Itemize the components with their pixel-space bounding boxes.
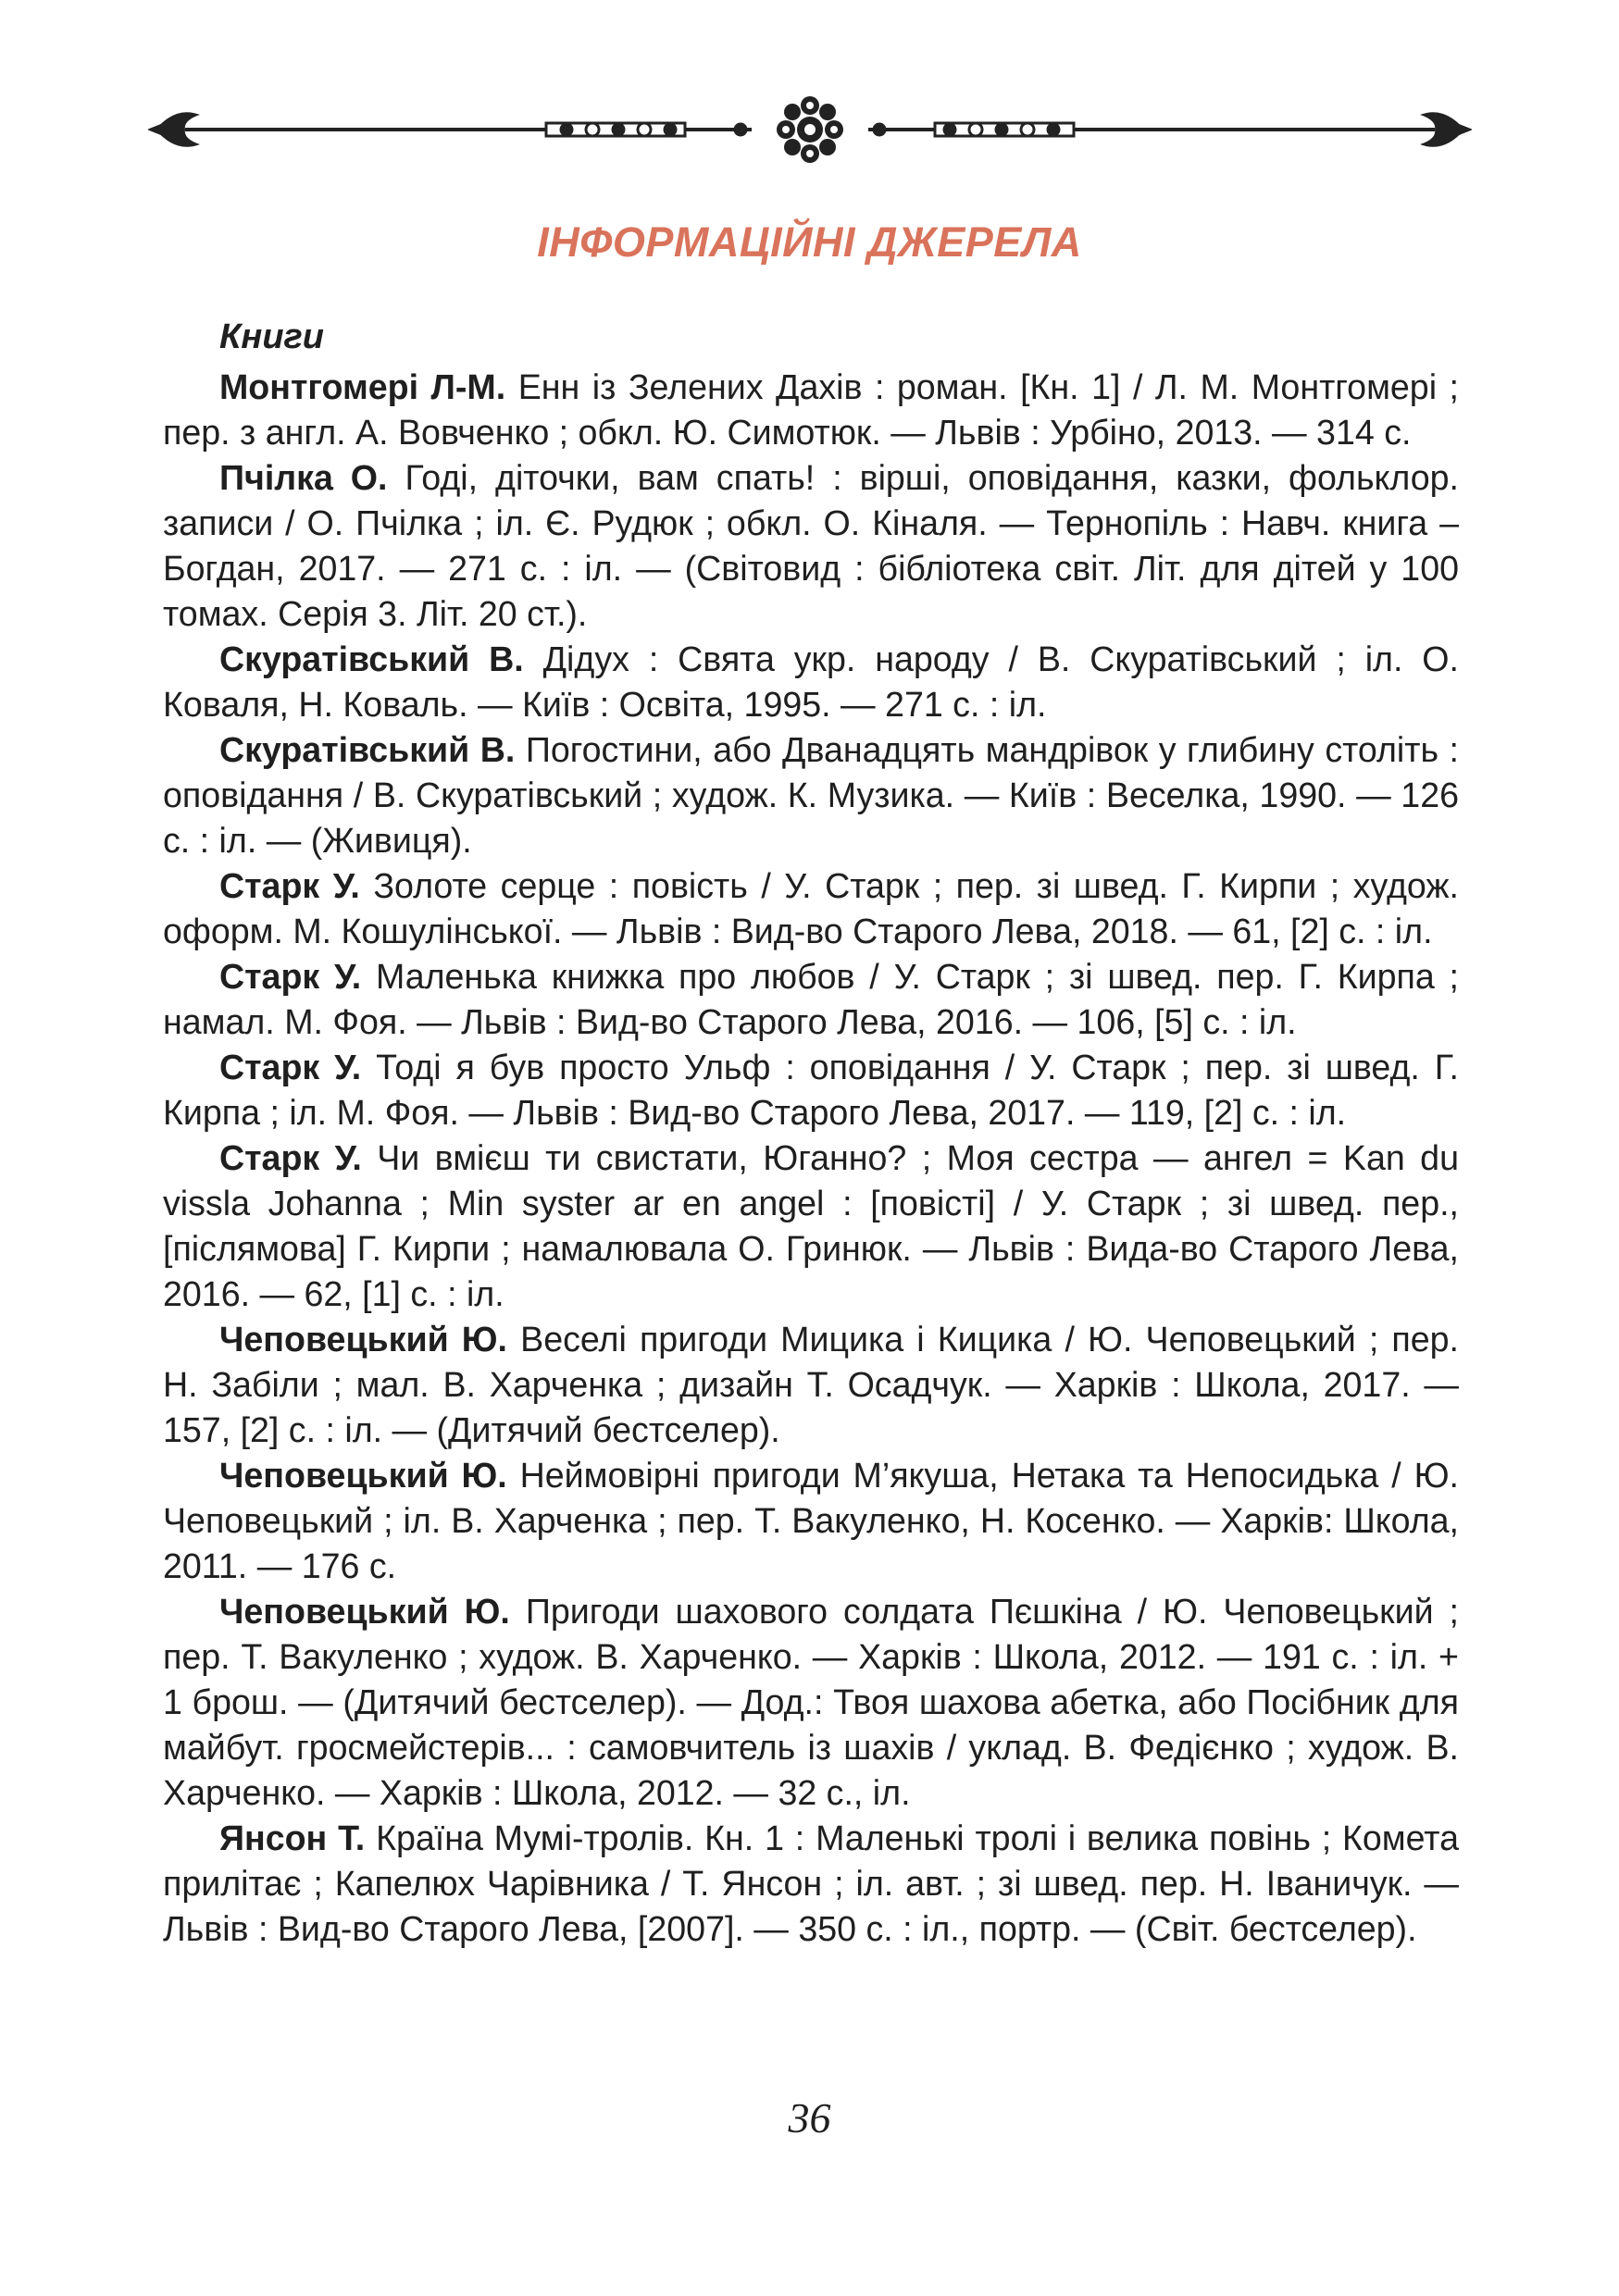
bibliography-entry bbox=[163, 1136, 1459, 1317]
entry-text: Золоте серце : повість / У. Старк ; пер. зі швед. Г. Кирпи ; худож. оформ. М. Кошулінської. — Львів : Вид-во Старого Лева, 2018. — 61, [2] с. : іл. bbox=[163, 866, 1459, 950]
entry-text: Пригоди шахового солдата Пєшкіна / Ю. Чеповецький ; пер. Т. Вакуленко ; худож. В. Харченко. — Харків : Школа, 2012. — 191 с. : іл. + 1 брош. — (Дитячий бестселер). — Дод.: Твоя шахова абетка, або Посібник для майбут. гросмейстерів... : самовчитель із шахів / уклад. В. Федієнко ; худож. В. Харченко. — Харків : Школа, 2012. — 32 с., іл. bbox=[163, 1592, 1459, 1812]
entry-text: Маленька книжка про любов / У. Старк ; зі швед. пер. Г. Кирпа ; намал. М. Фоя. — Львів : Вид-во Старого Лева, 2016. — 106, [5] с. : іл. bbox=[163, 957, 1459, 1041]
entry-text: Веселі пригоди Мицика і Кицика / Ю. Чеповецький ; пер. Н. Забіли ; мал. В. Харченка ; дизайн Т. Осадчук. — Харків : Школа, 2017. — 157, [2] с. : іл. — (Дитячий бестселер). bbox=[163, 1320, 1459, 1449]
page-number: 36 bbox=[788, 2094, 831, 2141]
entry-author: Скуратівський В. bbox=[219, 730, 516, 769]
bibliography-entry bbox=[163, 1816, 1459, 1952]
bibliography-entry bbox=[163, 954, 1459, 1045]
entry-author: Чеповецький Ю. bbox=[219, 1592, 510, 1631]
entry-author: Старк У. bbox=[219, 1048, 362, 1086]
bibliography-entry bbox=[163, 455, 1459, 637]
entry-author: Пчілка О. bbox=[219, 458, 388, 497]
bibliography-entry bbox=[163, 365, 1459, 455]
entry-author: Монтгомері Л-М. bbox=[219, 367, 506, 406]
entry-text: Годі, діточки, вам спать! : вірші, оповідання, казки, фольклор. записи / О. Пчілка ; іл. Є. Рудюк ; обкл. О. Кіналя. — Тернопіль : Навч. книга – Богдан, 2017. — 271 с. : іл. — (Світовид : бібліотека світ. Літ. для дітей у 100 томах. Серія 3. Літ. 20 ст.). bbox=[163, 458, 1459, 633]
entry-text: Тоді я був просто Ульф : оповідання / У. Старк ; пер. зі швед. Г. Кирпа ; іл. М. Фоя. — Львів : Вид-во Старого Лева, 2017. — 119, [2] с. : іл. bbox=[163, 1048, 1459, 1132]
entry-author: Чеповецький Ю. bbox=[219, 1456, 507, 1495]
entry-text: Погостини, або Дванадцять мандрівок у глибину століть : оповідання / В. Скуратівський ; худож. К. Музика. — Київ : Веселка, 1990. — 126 с. : іл. — (Живиця). bbox=[163, 730, 1459, 860]
entry-text: Країна Мумі-тролів. Кн. 1 : Маленькі тролі і велика повінь ; Комета прилітає ; Капелюх Чарівника / Т. Янсон ; іл. авт. ; зі швед. пер. Н. Іваничук. — Львів : Вид-во Старого Лева, [2007]. — 350 с. : іл., портр. — (Світ. бестселер). bbox=[163, 1818, 1459, 1948]
entry-author: Скуратівський В. bbox=[219, 639, 524, 678]
entry-text: Чи вмієш ти свистати, Юганно? ; Моя сестра — ангел = Kan du vissla Johanna ; Min syster ar en angel : [повісті] / У. Старк ; зі швед. пер., [післямова] Г. Кирпи ; намалювала О. Гринюк. — Львів : Вида-во Старого Лева, 2016. — 62, [1] с. : іл. bbox=[163, 1138, 1459, 1313]
bibliography-entry bbox=[163, 1317, 1459, 1453]
decorative-ornament bbox=[148, 93, 1472, 167]
entry-author: Старк У. bbox=[219, 1138, 362, 1177]
entry-author: Старк У. bbox=[219, 866, 360, 905]
bibliography-list bbox=[163, 365, 1459, 1952]
bibliography-entry bbox=[163, 637, 1459, 727]
bibliography-entry bbox=[163, 863, 1459, 954]
entry-text: Енн із Зелених Дахів : роман. [Кн. 1] / Л. М. Монтгомері ; пер. з англ. А. Вовченко ; обкл. Ю. Симотюк. — Львів : Урбіно, 2013. — 314 с. bbox=[163, 367, 1459, 452]
entry-author: Чеповецький Ю. bbox=[219, 1320, 507, 1359]
bibliography-entry bbox=[163, 1045, 1459, 1136]
entry-author: Старк У. bbox=[219, 957, 362, 996]
section-title: Книги bbox=[219, 317, 325, 356]
bibliography-entry bbox=[163, 1453, 1459, 1589]
bibliography-entry bbox=[163, 1589, 1459, 1816]
entry-text: Дідух : Свята укр. народу / В. Скуратівський ; іл. О. Коваля, Н. Коваль. — Київ : Освіта, 1995. — 271 с. : іл. bbox=[163, 639, 1459, 724]
entry-text: Неймовірні пригоди М’якуша, Нетака та Непосидька / Ю. Чеповецький ; іл. В. Харченка ; пер. Т. Вакуленко, Н. Косенко. — Харків: Школа, 2011. — 176 с. bbox=[163, 1456, 1459, 1585]
page-title: ІНФОРМАЦІЙНІ ДЖЕРЕЛА bbox=[537, 218, 1082, 266]
bibliography-entry bbox=[163, 727, 1459, 863]
entry-author: Янсон Т. bbox=[219, 1818, 366, 1857]
